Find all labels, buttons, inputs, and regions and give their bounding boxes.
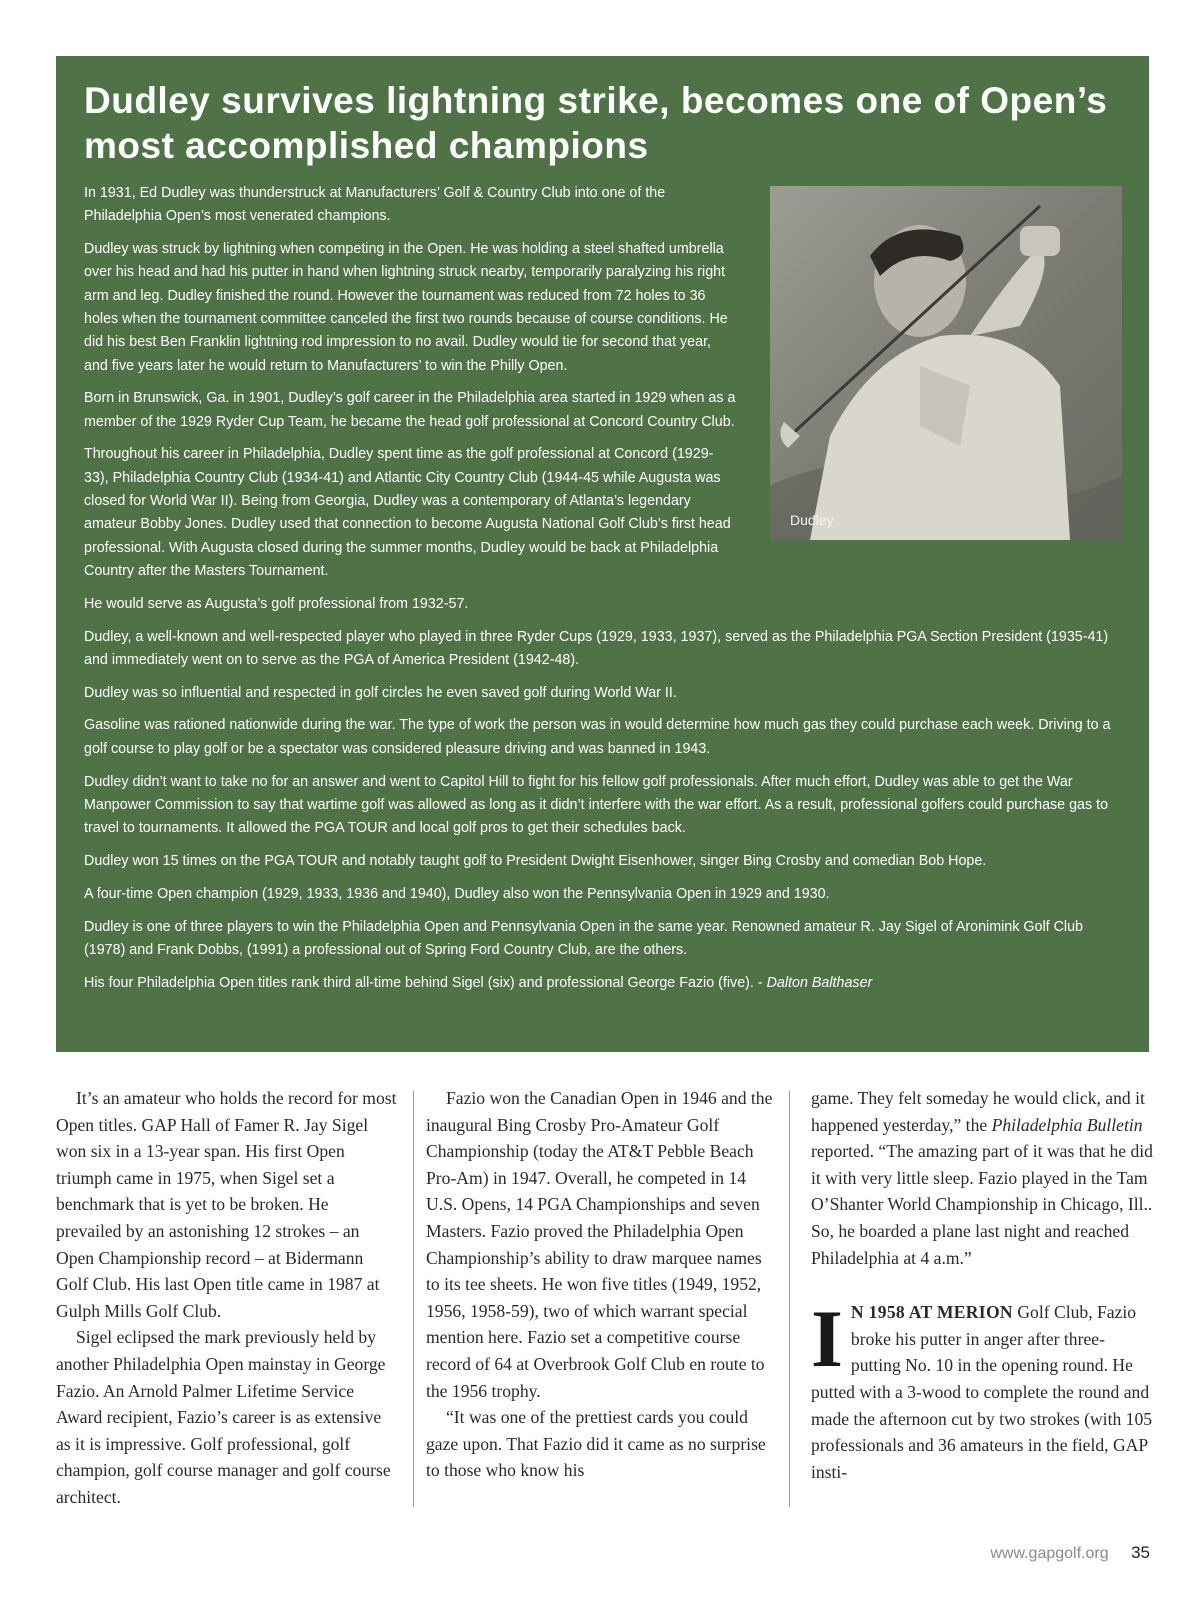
publication-name: Philadelphia Bulletin: [991, 1114, 1143, 1135]
sidebar-last-text: His four Philadelphia Open titles rank third all-time behind Sigel (six) and professional George Fazio (five). -: [84, 974, 767, 991]
sidebar-paragraph: Gasoline was rationed nationwide during the war. The type of work the person was in would determine how much gas they could purchase each week. Driving to a golf course to play golf or be a spectator was considered pleasure driving and was banned in 1943.: [84, 717, 1111, 757]
sidebar-paragraph: Dudley didn’t want to take no for an answer and went to Capitol Hill to fight for his fellow golf professionals. After much effort, Dudley was able to get the War Manpower Commission to say that wartime golf was allowed as long as it didn’t interfere with the war effort. As a result, professional golfers could purchase gas to travel to tournaments. It allowed the PGA TOUR and local golf pros to get their schedules back.: [84, 773, 1109, 837]
article-paragraph: [811, 1085, 1153, 1271]
article-columns: [56, 1085, 1153, 1525]
sidebar-paragraph: Dudley was so influential and respected in golf circles he even saved golf during World War II.: [84, 684, 677, 701]
sidebar-body: [84, 182, 1121, 995]
sidebar-title: Dudley survives lightning strike, becomes one of Open’s most accomplished champions: [84, 80, 1108, 166]
footer-url[interactable]: www.gapgolf.org: [990, 1545, 1109, 1562]
sidebar-box: [56, 56, 1149, 1052]
sidebar-paragraph: Dudley won 15 times on the PGA TOUR and notably taught golf to President Dwight Eisenhower, singer Bing Crosby and comedian Bob Hope.: [84, 852, 987, 869]
article-column-3: [811, 1085, 1153, 1485]
sidebar-paragraph: In 1931, Ed Dudley was thunderstruck at Manufacturers’ Golf & Country Club into one of the Philadelphia Open’s most venerated champions.: [84, 185, 666, 225]
section-gap: [811, 1271, 1153, 1299]
sidebar-paragraph: Throughout his career in Philadelphia, Dudley spent time as the golf professional at Concord (1929-33), Philadelphia Country Club (1934-41) and Atlantic City Country Club (1944-45 while Augusta was closed for World War II). Being from Georgia, Dudley was a contemporary of Atlanta’s legendary amateur Bobby Jones. Dudley used that connection to become Augusta National Golf Club’s first head professional. With Augusta closed during the summer months, Dudley would be back at Philadelphia Country after the Masters Tournament.: [84, 446, 731, 579]
sidebar-paragraph: A four-time Open champion (1929, 1933, 1936 and 1940), Dudley also won the Pennsylvania Open in 1929 and 1930.: [84, 885, 830, 902]
sidebar-last-paragraph: [84, 972, 1121, 995]
article-paragraph: Fazio won the Canadian Open in 1946 and the inaugural Bing Crosby Pro-Amateur Golf Championship (today the AT&T Pebble Beach Pro-Am) in 1947. Overall, he competed in 14 U.S. Opens, 14 PGA Championships and seven Masters. Fazio proved the Philadelphia Open Championship’s ability to draw marquee names to its tee sheets. He won five titles (1949, 1952, 1956, 1958-59), two of which warrant special mention here. Fazio set a competitive course record of 64 at Overbrook Golf Club en route to the 1956 trophy.: [426, 1088, 773, 1401]
sidebar-paragraph: Born in Brunswick, Ga. in 1901, Dudley’s golf career in the Philadelphia area started in 1929 when as a member of the 1929 Ryder Cup Team, he became the head golf professional at Concord Country Club.: [84, 390, 736, 430]
paragraph-text: game. They felt someday he would click, and it happened yesterday,” the: [811, 1088, 1145, 1135]
sidebar-paragraph: Dudley, a well-known and well-respected player who played in three Ryder Cups (1929, 1933, 1937), served as the Philadelphia PGA Section President (1935-41) and immediately went on to serve as the PGA of America President (1942-48).: [84, 628, 1109, 668]
dudley-photo: [770, 186, 1122, 540]
photo-caption: Dudley: [790, 512, 834, 528]
article-paragraph: “It was one of the prettiest cards you could gaze upon. That Fazio did it came as no surprise to those who know his: [426, 1407, 766, 1481]
lead-in-text: N 1958 AT MERION: [850, 1302, 1013, 1323]
sidebar-paragraph: Dudley is one of three players to win the Philadelphia Open and Pennsylvania Open in the same year. Renowned amateur R. Jay Sigel of Aronimink Golf Club (1978) and Frank Dobbs, (1991) a professional out of Spring Ford Country Club, are the others.: [84, 918, 1083, 958]
drop-cap: I: [811, 1293, 843, 1385]
golfer-photo-image: [770, 186, 1122, 540]
sidebar-paragraph: He would serve as Augusta’s golf professional from 1932-57.: [84, 595, 469, 612]
article-paragraph: Sigel eclipsed the mark previously held by another Philadelphia Open mainstay in George Fazio. An Arnold Palmer Lifetime Service Award recipient, Fazio’s career is as extensive as it is impressive. Golf professional, golf champion, golf course manager and golf course architect.: [56, 1327, 391, 1507]
page-number: 35: [1131, 1543, 1150, 1562]
sidebar-paragraph: Dudley was struck by lightning when competing in the Open. He was holding a steel shafted umbrella over his head and had his putter in hand when lightning struck nearby, temporarily paralyzing his right arm and leg. Dudley finished the round. However the tournament was reduced from 72 holes to 36 holes when the tournament committee canceled the first two rounds because of course conditions. He did his best Ben Franklin lightning rod impression to no avail. Dudley would tie for second that year, and five years later he would return to Manufacturers’ to win the Philly Open.: [84, 241, 728, 374]
column-divider: [789, 1091, 790, 1507]
author-byline: Dalton Balthaser: [766, 974, 873, 991]
column-divider: [413, 1091, 414, 1507]
paragraph-text: reported. “The amazing part of it was that he did it with very little sleep. Fazio played in the Tam O’Shanter World Championship in Chicago, Ill.. So, he boarded a plane last night and reached Philadelphia at 4 a.m.”: [811, 1141, 1153, 1268]
article-column-1: [56, 1085, 398, 1511]
article-paragraph: [811, 1293, 1153, 1485]
article-column-2: [426, 1085, 774, 1484]
page-footer: [990, 1543, 1150, 1563]
paragraph-text: Golf Club, Fazio broke his putter in anger after three-putting No. 10 in the opening round. He putted with a 3-wood to complete the round and made the afternoon cut by two strokes (with 105 professionals and 36 amateurs in the field, GAP insti-: [811, 1302, 1153, 1482]
article-paragraph: It’s an amateur who holds the record for most Open titles. GAP Hall of Famer R. Jay Sigel won six in a 13-year span. His first Open triumph came in 1975, when Sigel set a benchmark that is yet to be broken. He prevailed by an astonishing 12 strokes – an Open Championship record – at Bidermann Golf Club. His last Open title came in 1987 at Gulph Mills Golf Club.: [56, 1088, 397, 1321]
